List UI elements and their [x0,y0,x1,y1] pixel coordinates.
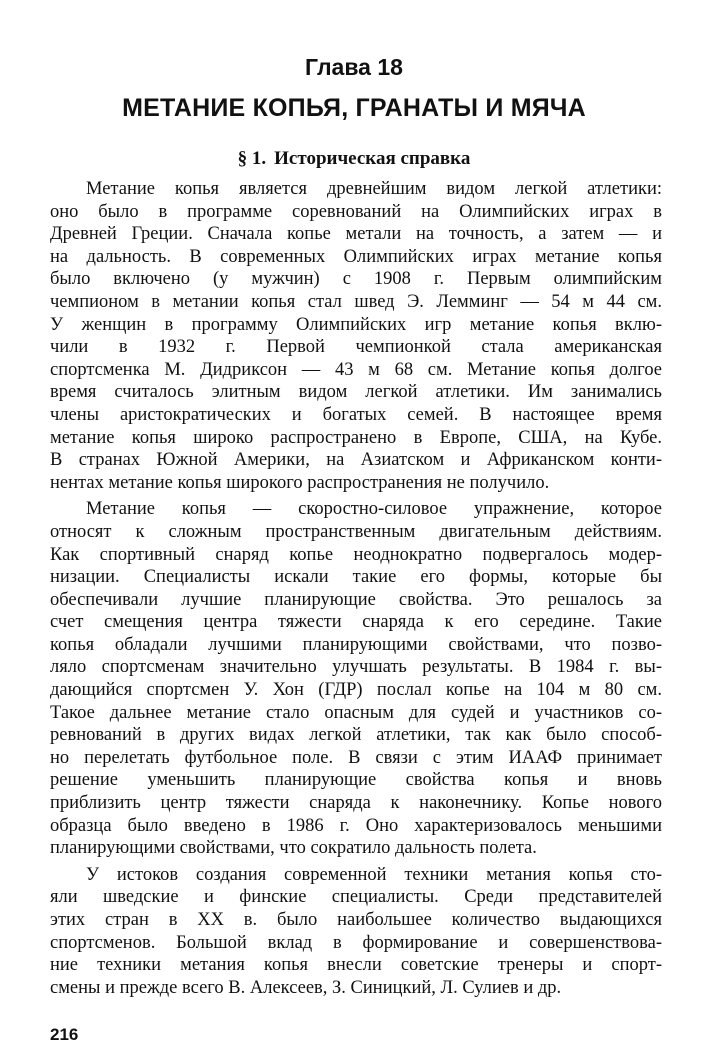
section-heading [0,146,708,172]
paragraph-3 [50,864,662,1000]
text-line: решение уменьшить планирующие свойства копья и вновь [50,770,662,791]
text-line: образца было введено в 1986 г. Оно характеризовалось меньшими [50,815,662,836]
text-line: оно было в программе соревнований на Олимпийских играх в [50,201,662,222]
text-line: счет смещения центра тяжести снаряда к его середине. Такие [50,612,662,633]
text-line: ние техники метания копья внесли советские тренеры и спорт- [50,955,662,976]
text-line: копья обладали лучшими планирующими свойствами, что позво- [50,634,662,655]
text-line: Метание копья является древнейшим видом легкой атлетики: [86,179,662,199]
section-number: § 1. [237,148,267,169]
chapter-label: Глава 18 [305,54,403,80]
text-line: спортсменка М. Дидриксон — 43 м 68 см. Метание копья долгое [50,359,662,380]
text-line: на дальность. В современных Олимпийских играх метание копья [50,246,662,267]
text-line: яли шведские и финские специалисты. Среди представителей [50,887,662,908]
text-line: У женщин в программу Олимпийских игр метание копья вклю- [50,314,662,335]
text-line: члены аристократических и богатых семей. В настоящее время [50,404,662,425]
paragraph-1 [50,178,662,494]
text-line: относят к сложным пространственным двигательным действиям. [50,521,662,542]
section-title: Историческая справка [274,148,471,169]
text-line: Как спортивный снаряд копье неоднократно подвергалось модер- [50,544,662,565]
text-line: этих стран в XX в. было наибольшее количество выдающихся [50,910,662,930]
text-line: планирующими свойствами, что сократило дальность полета. [50,838,537,859]
text-line: приблизить центр тяжести снаряда к наконечнику. Копье нового [50,793,662,814]
text-line: В странах Южной Америки, на Азиатском и Африканском конти- [50,450,662,471]
text-line: обеспечивали лучшие планирующие свойства. Это решалось за [50,589,662,610]
text-line: ревнований в других видах легкой атлетики, так как было способ- [50,725,662,746]
text-line: низации. Специалисты искали такие его формы, которые бы [50,567,662,588]
body-text [50,178,662,999]
text-line: спортсменов. Большой вклад в формирование и совершенствова- [50,932,662,953]
paragraph-2 [50,498,662,860]
chapter-title: МЕТАНИЕ КОПЬЯ, ГРАНАТЫ И МЯЧА [122,94,586,122]
text-line: чемпионом в метании копья стал швед Э. Лемминг — 54 м 44 см. [50,291,662,312]
text-line: смены и прежде всего В. Алексеев, З. Синицкий, Л. Сулиев и др. [50,977,562,998]
text-line: время считалось элитным видом легкой атлетики. Им занимались [50,382,662,403]
text-line: было включено (у мужчин) с 1908 г. Первым олимпийским [50,269,662,290]
text-line: У истоков создания современной техники метания копья сто- [86,864,662,885]
text-line: метание копья широко распространено в Европе, США, на Кубе. [50,427,662,448]
text-line: Метание копья — скоростно-силовое упражнение, которое [86,499,662,520]
text-line: нентах метание копья широкого распространения не получило. [50,472,550,493]
text-line: Такое дальнее метание стало опасным для судей и участников со- [50,702,662,723]
page-number: 216 [50,1025,79,1044]
text-line: чили в 1932 г. Первой чемпионкой стала американская [50,337,662,358]
text-line: Древней Греции. Сначала копье метали на точность, а затем — и [50,224,662,245]
text-line: ляло спортсменам значительно улучшать результаты. В 1984 г. вы- [50,657,662,678]
text-line: дающийся спортсмен У. Хон (ГДР) послал копье на 104 м 80 см. [50,680,662,701]
text-line: но перелетать футбольное поле. В связи с этим ИААФ принимает [50,747,662,768]
